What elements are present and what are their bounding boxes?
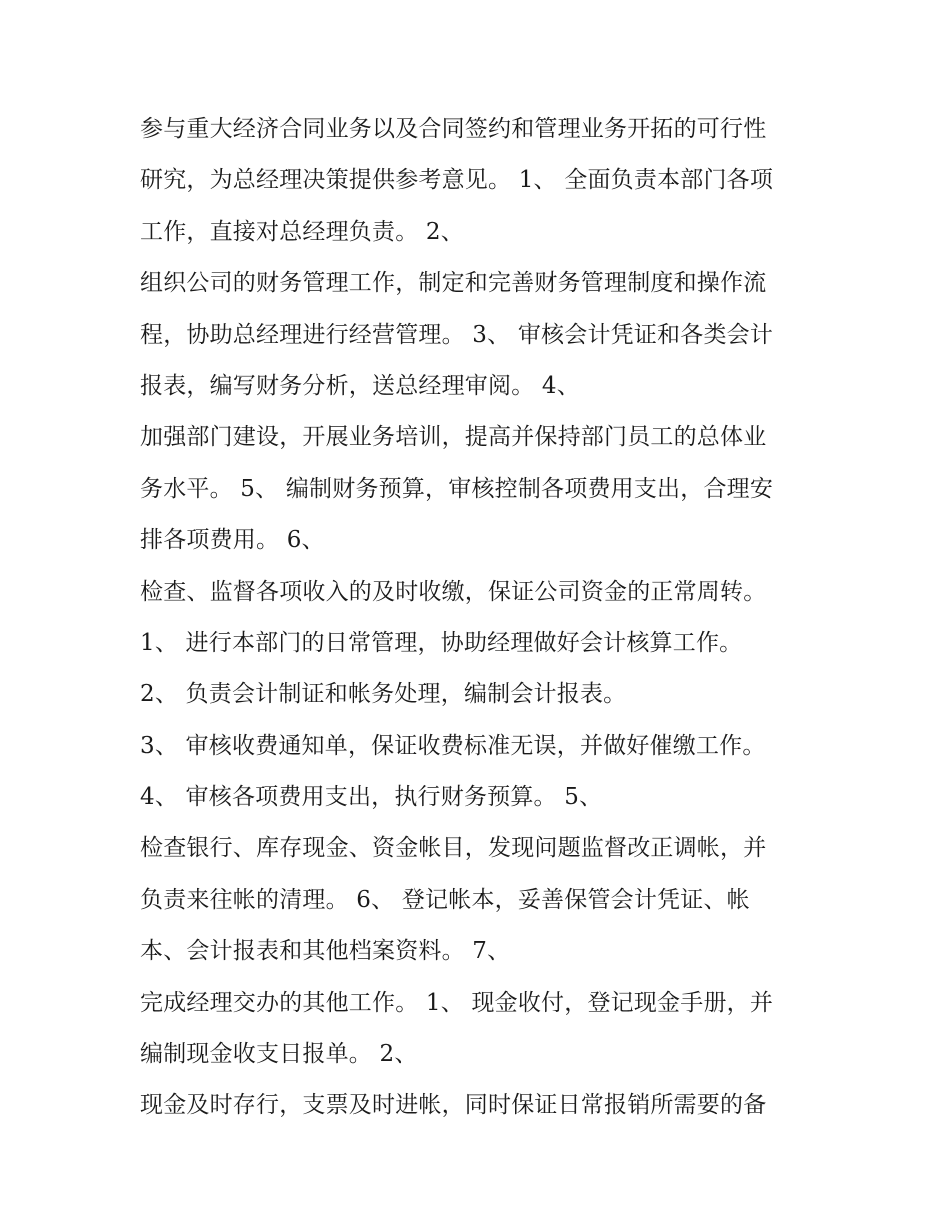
text-line: 务水平。 5、 编制财务预算，审核控制各项费用支出，合理安 — [140, 475, 774, 502]
text-line: 负责来往帐的清理。 6、 登记帐本，妥善保管会计凭证、帐 — [140, 886, 750, 913]
text-line: 工作，直接对总经理负责。 2、 — [140, 218, 464, 245]
text-line: 检查银行、库存现金、资金帐目，发现问题监督改正调帐，并 — [140, 835, 767, 862]
text-line: 编制现金收支日报单。 2、 — [140, 1041, 418, 1068]
text-line: 排各项费用。 6、 — [140, 527, 325, 554]
text-line: 本、会计报表和其他档案资料。 7、 — [140, 938, 511, 965]
text-line: 加强部门建设，开展业务培训，提高并保持部门员工的总体业 — [140, 424, 767, 451]
text-line: 3、 审核收费通知单，保证收费标准无误，并做好催缴工作。 — [140, 732, 766, 759]
text-line: 研究，为总经理决策提供参考意见。 1、 全面负责本部门各项 — [140, 167, 774, 194]
text-line: 1、 进行本部门的日常管理，协助经理做好会计核算工作。 — [140, 629, 743, 656]
text-line: 完成经理交办的其他工作。 1、 现金收付，登记现金手册，并 — [140, 989, 774, 1016]
text-line: 2、 负责会计制证和帐务处理，编制会计报表。 — [140, 681, 627, 708]
text-line: 参与重大经济合同业务以及合同签约和管理业务开拓的可行性 — [140, 116, 767, 142]
text-line: 4、 审核各项费用支出，执行财务预算。 5、 — [140, 784, 603, 811]
body-text — [140, 104, 840, 1132]
text-line: 现金及时存行，支票及时进帐，同时保证日常报销所需要的备 — [140, 1092, 767, 1119]
text-line: 程，协助总经理进行经营管理。 3、 审核会计凭证和各类会计 — [140, 321, 774, 348]
text-line: 组织公司的财务管理工作，制定和完善财务管理制度和操作流 — [140, 270, 767, 297]
text-line: 检查、监督各项收入的及时收缴，保证公司资金的正常周转。 — [140, 578, 767, 605]
text-line: 报表，编写财务分析，送总经理审阅。 4、 — [140, 372, 580, 399]
